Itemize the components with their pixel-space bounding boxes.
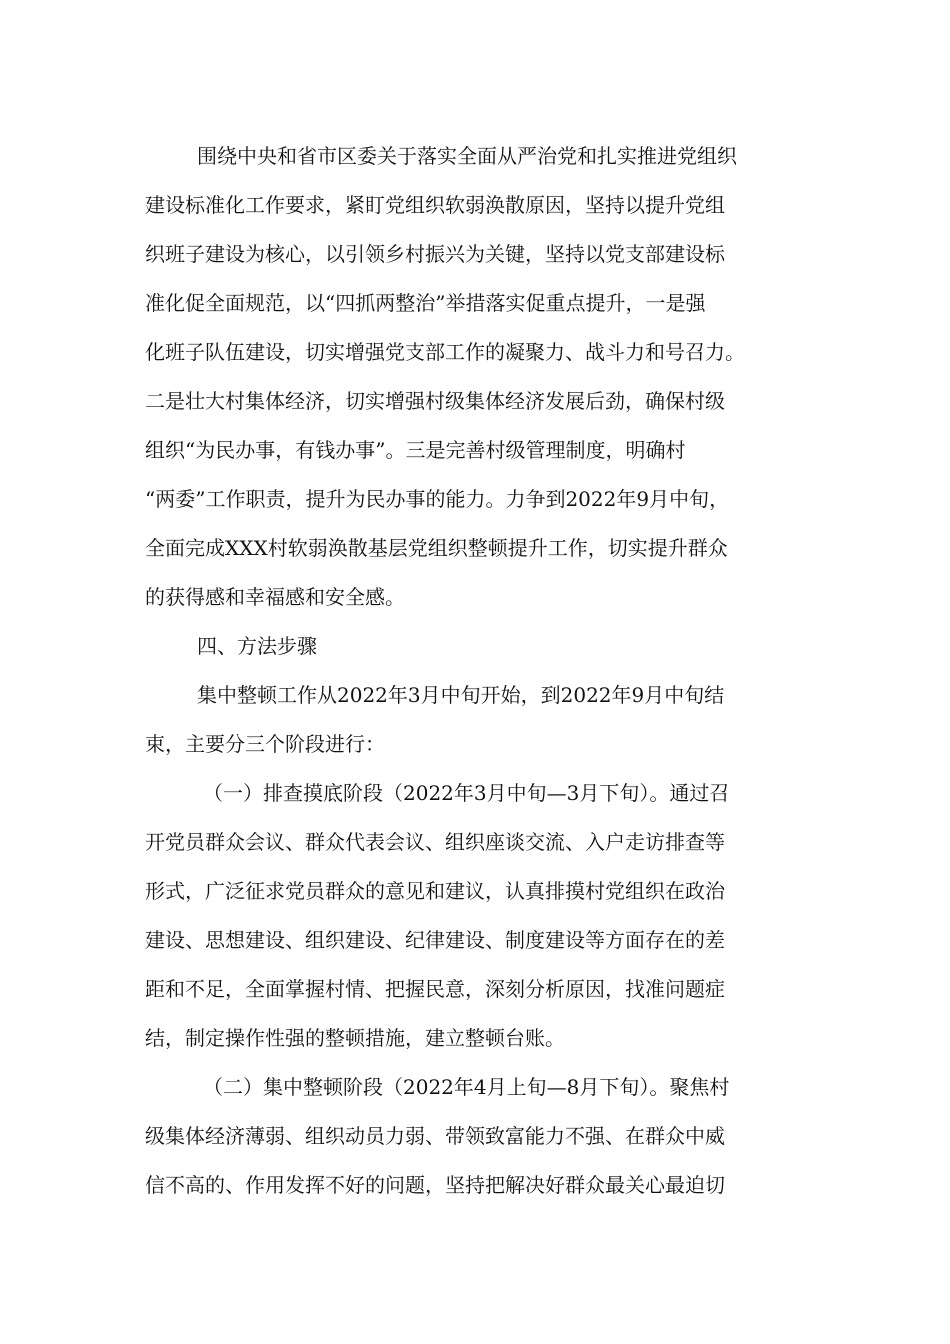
paragraph-phase-2 — [145, 1063, 810, 1210]
heading-method-steps: 四、方法步骤 — [197, 634, 317, 658]
section-heading — [145, 622, 810, 671]
text-line: 开党员群众会议、群众代表会议、组织座谈交流、入户走访排查等 — [145, 830, 725, 854]
text-line: 化班子队伍建设，切实增强党支部工作的凝聚力、战斗力和号召力。 — [145, 340, 745, 364]
text-line: 信不高的、作用发挥不好的问题，坚持把解决好群众最关心最迫切 — [145, 1173, 725, 1197]
text-line: 织班子建设为核心，以引领乡村振兴为关键，坚持以党支部建设标 — [145, 242, 725, 266]
text-line: 建设、思想建设、组织建设、纪律建设、制度建设等方面存在的差 — [145, 928, 725, 952]
text-line: 二是壮大村集体经济，切实增强村级集体经济发展后劲，确保村级 — [145, 389, 725, 413]
text-line: 集中整顿工作从2022年3月中旬开始，到2022年9月中旬结 — [197, 683, 725, 707]
text-line: 建设标准化工作要求，紧盯党组织软弱涣散原因，坚持以提升党组 — [145, 193, 725, 217]
text-line: 距和不足，全面掌握村情、把握民意，深刻分析原因，找准问题症 — [145, 977, 725, 1001]
paragraph-goal — [145, 132, 810, 622]
text-line: 束，主要分三个阶段进行： — [145, 732, 385, 756]
text-line: （一）排查摸底阶段（2022年3月中旬—3月下旬）。通过召 — [203, 781, 730, 805]
paragraph-timeline — [145, 671, 810, 769]
text-line: 组织“为民办事，有钱办事”。三是完善村级管理制度，明确村 — [145, 438, 686, 462]
text-line: 的获得感和幸福感和安全感。 — [145, 585, 405, 609]
document-body — [145, 132, 810, 1210]
text-line: 形式，广泛征求党员群众的意见和建议，认真排摸村党组织在政治 — [145, 879, 725, 903]
text-line: 全面完成XXX村软弱涣散基层党组织整顿提升工作，切实提升群众 — [145, 536, 728, 560]
text-line: 围绕中央和省市区委关于落实全面从严治党和扎实推进党组织 — [197, 144, 737, 168]
text-line: “两委”工作职责，提升为民办事的能力。力争到2022年9月中旬， — [145, 487, 730, 511]
text-line: 级集体经济薄弱、组织动员力弱、带领致富能力不强、在群众中威 — [145, 1124, 725, 1148]
text-line: 结，制定操作性强的整顿措施，建立整顿台账。 — [145, 1026, 565, 1050]
text-line: （二）集中整顿阶段（2022年4月上旬—8月下旬）。聚焦村 — [203, 1075, 730, 1099]
paragraph-phase-1 — [145, 769, 810, 1063]
text-line: 准化促全面规范，以“四抓两整治”举措落实促重点提升，一是强 — [145, 291, 706, 315]
